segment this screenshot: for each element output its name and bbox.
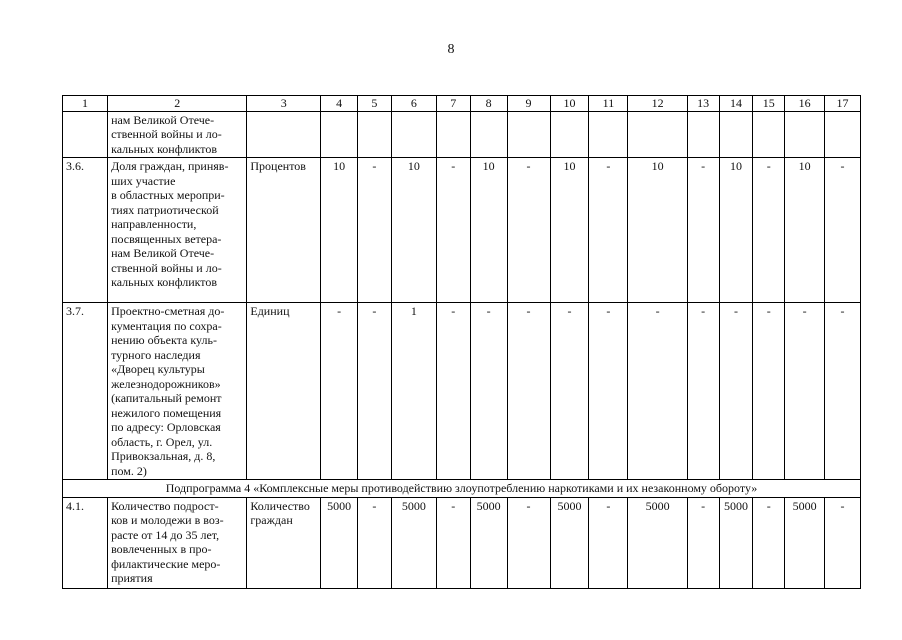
value-cell: -: [507, 497, 550, 588]
row-description: [108, 497, 247, 588]
header-cell: 8: [470, 96, 507, 112]
value-cell: -: [589, 158, 628, 303]
description-line: область, г. Орел, ул.: [111, 434, 213, 449]
row-index: 4.1.: [63, 497, 108, 588]
description-line: Количество подрост-: [111, 498, 219, 513]
description-line: вовлеченных в про-: [111, 542, 212, 556]
header-row: [63, 96, 861, 112]
value-cell: -: [550, 303, 589, 480]
row-description: [108, 111, 247, 158]
value-cell: 10: [321, 158, 358, 303]
value-cell: 1: [391, 303, 436, 480]
value-cell: -: [719, 303, 753, 480]
row-index: [63, 111, 108, 158]
value-cell: 5000: [550, 497, 589, 588]
header-cell: 10: [550, 96, 589, 112]
row-description: [108, 158, 247, 303]
value-cell: -: [321, 303, 358, 480]
description-line: нам Великой Отече-: [111, 112, 215, 127]
page-number: 8: [447, 42, 455, 57]
header-cell: 12: [628, 96, 687, 112]
subprogram-row: [63, 480, 861, 498]
header-cell: 13: [687, 96, 719, 112]
row-index: 3.6.: [63, 158, 108, 303]
value-cell: 5000: [391, 497, 436, 588]
description-line: турного наследия: [111, 347, 201, 362]
description-line: нам Великой Отече-: [111, 246, 215, 260]
value-cell: -: [436, 303, 470, 480]
header-cell: 14: [719, 96, 753, 112]
header-cell: 1: [63, 96, 108, 112]
value-cell: 5000: [470, 497, 507, 588]
description-line: «Дворец культуры: [111, 362, 205, 376]
description-line: кальных конфликтов: [111, 141, 218, 156]
header-cell: 5: [358, 96, 392, 112]
header-cell: 4: [321, 96, 358, 112]
description-line: Доля граждан, приняв-: [111, 159, 229, 173]
value-cell: 10: [785, 158, 825, 303]
value-cell: -: [507, 158, 550, 303]
row-unit: [247, 497, 321, 588]
description-line: филактические меро-: [111, 556, 221, 571]
description-line: посвященных ветера-: [111, 231, 222, 246]
value-cell: -: [358, 303, 392, 480]
row-index: 3.7.: [63, 303, 108, 480]
row-unit: Единиц: [247, 303, 321, 480]
value-cell: -: [589, 497, 628, 588]
description-line: в областных меропри-: [111, 188, 225, 202]
description-line: расте от 14 до 35 лет,: [111, 527, 220, 542]
subprogram-title: Подпрограмма 4 «Комплексные меры противодействию злоупотреблению наркотиками и их незаконному обороту»: [63, 480, 861, 498]
value-cell: -: [753, 497, 785, 588]
header-cell: 15: [753, 96, 785, 112]
description-line: тиях патриотической: [111, 202, 219, 217]
description-line: железнодорожников»: [111, 376, 221, 391]
value-cell: -: [825, 303, 861, 480]
description-line: нению объекта куль-: [111, 333, 217, 347]
value-cell: -: [785, 303, 825, 480]
value-cell: 10: [470, 158, 507, 303]
value-cell: 10: [628, 158, 687, 303]
unit-line: граждан: [250, 513, 293, 527]
value-cell: 5000: [321, 497, 358, 588]
value-cell: -: [825, 158, 861, 303]
description-line: нежилого помещения: [111, 405, 222, 420]
description-line: приятия: [111, 571, 153, 585]
description-line: по адресу: Орловская: [111, 420, 221, 434]
value-cell: 10: [719, 158, 753, 303]
header-cell: 3: [247, 96, 321, 112]
value-cell: -: [436, 497, 470, 588]
description-line: Проектно-сметная до-: [111, 304, 225, 318]
table-row: [63, 158, 861, 303]
indicators-table: [62, 95, 861, 589]
value-cell: -: [753, 303, 785, 480]
row-description: [108, 303, 247, 480]
value-cell: -: [687, 158, 719, 303]
header-cell: 6: [391, 96, 436, 112]
value-cell: -: [589, 303, 628, 480]
header-cell: 7: [436, 96, 470, 112]
description-line: направленности,: [111, 217, 197, 231]
description-line: (капитальный ремонт: [111, 391, 222, 405]
header-cell: 9: [507, 96, 550, 112]
value-cell: 10: [550, 158, 589, 303]
value-cell: 5000: [719, 497, 753, 588]
value-cell: -: [753, 158, 785, 303]
value-cell: -: [436, 158, 470, 303]
header-cell: 16: [785, 96, 825, 112]
value-cell: 5000: [628, 497, 687, 588]
description-line: ственной войны и ло-: [111, 127, 222, 141]
header-cell: 2: [108, 96, 247, 112]
value-cell: -: [358, 497, 392, 588]
description-line: кументация по сохра-: [111, 318, 222, 333]
value-cell: 10: [391, 158, 436, 303]
value-cell: 5000: [785, 497, 825, 588]
value-cell: -: [825, 497, 861, 588]
description-line: ков и молодежи в воз-: [111, 513, 224, 527]
description-line: Привокзальная, д. 8,: [111, 449, 216, 463]
header-cell: 17: [825, 96, 861, 112]
header-cell: 11: [589, 96, 628, 112]
value-cell: -: [358, 158, 392, 303]
table-row: [63, 303, 861, 480]
value-cell: -: [628, 303, 687, 480]
description-line: пом. 2): [111, 463, 147, 478]
continuation-row: [63, 111, 861, 158]
value-cell: -: [687, 497, 719, 588]
description-line: кальных конфликтов: [111, 275, 218, 289]
value-cell: -: [470, 303, 507, 480]
unit-line: Количество: [250, 498, 310, 513]
description-line: ственной войны и ло-: [111, 260, 222, 275]
row-unit: Процентов: [247, 158, 321, 303]
table-row: [63, 497, 861, 588]
value-cell: -: [507, 303, 550, 480]
value-cell: -: [687, 303, 719, 480]
description-line: ших участие: [111, 173, 176, 188]
